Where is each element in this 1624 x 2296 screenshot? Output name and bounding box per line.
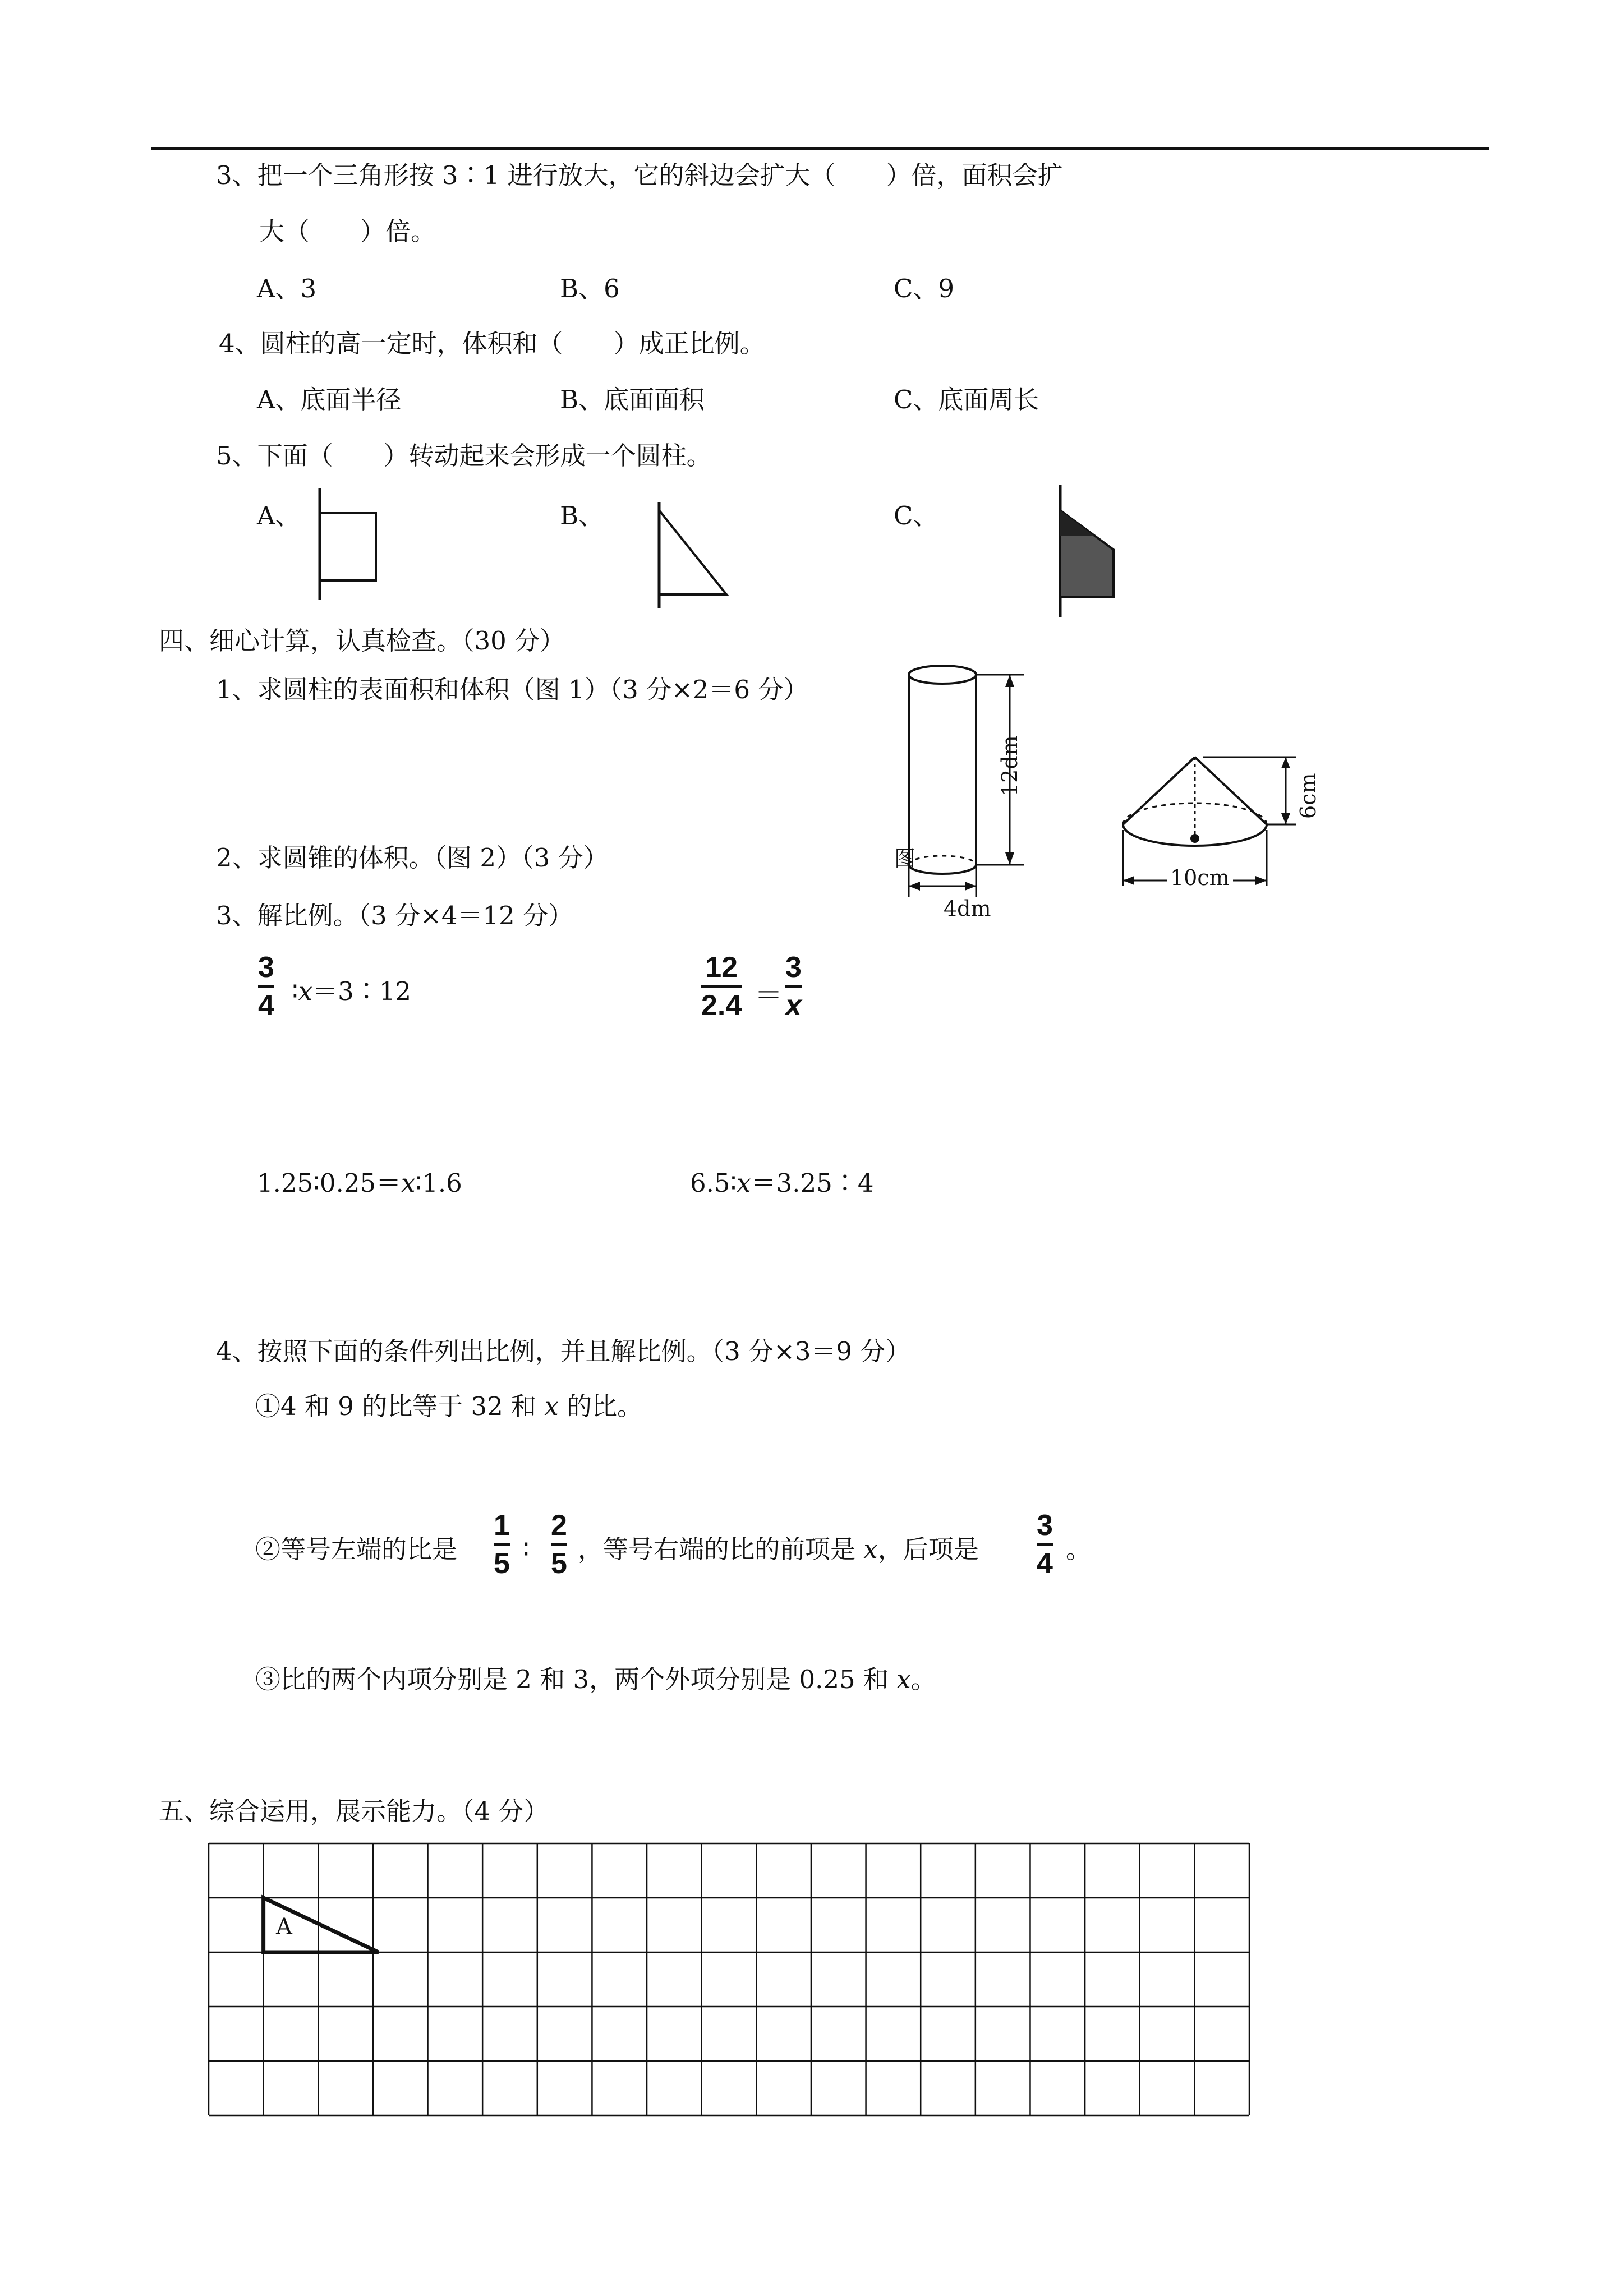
q5-shape-a-rectangle: [314, 488, 381, 600]
c2-f3-denominator: 4: [1037, 1547, 1053, 1580]
condition-3: [255, 1663, 936, 1696]
section5-title: 五、综合运用，展示能力。（4 分）: [159, 1796, 549, 1826]
q3-line2: 大（ ）倍。: [259, 216, 436, 246]
q5-option-a: A、: [257, 501, 301, 531]
eq1-numerator: 3: [258, 951, 274, 984]
q5-option-c: C、: [894, 501, 938, 531]
figure2-height-label: 6cm: [1296, 773, 1321, 819]
eq1-variable: x: [298, 976, 313, 1006]
eq4-variable: x: [737, 1168, 751, 1198]
condition-2-fraction-1: [494, 1509, 510, 1580]
condition-2-fraction-2: [551, 1509, 567, 1580]
grid-shape-label: A: [276, 1914, 292, 1940]
eq1-rest: ＝3∶12: [312, 976, 412, 1006]
condition-1-end: 的比。: [558, 1391, 643, 1421]
figure2-diameter-label: 10cm: [1167, 865, 1233, 890]
condition-1-variable: x: [544, 1391, 559, 1421]
c2-f1-denominator: 5: [494, 1547, 510, 1580]
q3-option-a: A、3: [257, 274, 317, 303]
c2-mid-text: ，等号右端的比的前项是: [578, 1534, 864, 1564]
eq3-right: ∶1.6: [415, 1168, 462, 1198]
section4-item2: 2、求圆锥的体积。（图 2）（3 分）: [216, 843, 609, 873]
figure1-height-label: 12dm: [997, 735, 1022, 796]
eq1-denominator: 4: [258, 989, 274, 1022]
condition-2-middle: [578, 1533, 979, 1566]
c2-mid2-text: ，后项是: [877, 1534, 979, 1564]
eq1-colon: ∶: [292, 976, 298, 1006]
equation-3: [257, 1167, 462, 1200]
eq1-fraction: [258, 951, 274, 1022]
condition-2-colon: ∶: [523, 1534, 530, 1564]
section5-grid: [208, 1842, 1251, 2117]
q5-text: 5、下面（ ）转动起来会形成一个圆柱。: [216, 441, 712, 471]
section4-title: 四、细心计算，认真检查。（30 分）: [159, 626, 565, 656]
eq3-left: 1.25∶0.25＝: [257, 1168, 402, 1198]
section4-item4: 4、按照下面的条件列出比例，并且解比例。（3 分×3＝9 分）: [216, 1336, 911, 1366]
condition-2-fraction-3: [1037, 1509, 1053, 1580]
eq2-right-numerator: 3: [785, 951, 802, 984]
eq2-equals: ＝: [755, 979, 783, 1012]
condition-2-variable: x: [863, 1534, 878, 1564]
eq3-variable: x: [401, 1168, 416, 1198]
figure1-side-mark: 图: [894, 846, 916, 871]
section4-item1: 1、求圆柱的表面积和体积（图 1）（3 分×2＝6 分）: [216, 675, 809, 704]
eq2-left-numerator: 12: [705, 951, 738, 984]
q4-text: 4、圆柱的高一定时，体积和（ ）成正比例。: [219, 329, 765, 358]
q5-option-b: B、: [560, 501, 604, 531]
header-rule: [151, 147, 1489, 150]
eq2-right-denominator: x: [785, 989, 802, 1022]
q5-shape-b-triangle: [654, 502, 732, 608]
eq4-left: 6.5∶: [690, 1168, 737, 1198]
eq4-right: ＝3.25∶4: [751, 1168, 874, 1198]
q3-option-b: B、6: [560, 274, 620, 303]
section4-item3: 3、解比例。（3 分×4＝12 分）: [216, 901, 573, 930]
condition-3-variable: x: [896, 1665, 911, 1694]
c2-f1-numerator: 1: [494, 1509, 510, 1542]
q3-line1: 3、把一个三角形按 3∶1 进行放大，它的斜边会扩大（ ）倍，面积会扩: [216, 160, 1063, 190]
q5-shape-c-trapezoid: [1055, 485, 1122, 620]
eq2-right-fraction: [785, 951, 802, 1022]
q4-option-a: A、底面半径: [257, 385, 402, 414]
c2-f3-numerator: 3: [1037, 1509, 1053, 1542]
q4-option-c: C、底面周长: [894, 385, 1039, 414]
condition-2-text: ②等号左端的比是: [255, 1534, 458, 1564]
condition-1: [255, 1390, 642, 1423]
figure1-cylinder: [898, 662, 1071, 920]
c2-f2-numerator: 2: [551, 1509, 567, 1542]
figure1-diameter-label: 4dm: [944, 896, 991, 921]
eq2-left-denominator: 2.4: [701, 989, 742, 1022]
condition-3-end: 。: [910, 1665, 936, 1694]
condition-3-text: ③比的两个内项分别是 2 和 3，两个外项分别是 0.25 和: [255, 1665, 897, 1694]
eq2-left-fraction: [701, 951, 742, 1022]
c2-f2-denominator: 5: [551, 1547, 567, 1580]
condition-2-end: 。: [1066, 1534, 1092, 1564]
condition-1-text: ①4 和 9 的比等于 32 和: [255, 1391, 545, 1421]
equation-4: [690, 1167, 874, 1200]
q3-option-c: C、9: [894, 274, 955, 303]
q4-option-b: B、底面面积: [560, 385, 705, 414]
